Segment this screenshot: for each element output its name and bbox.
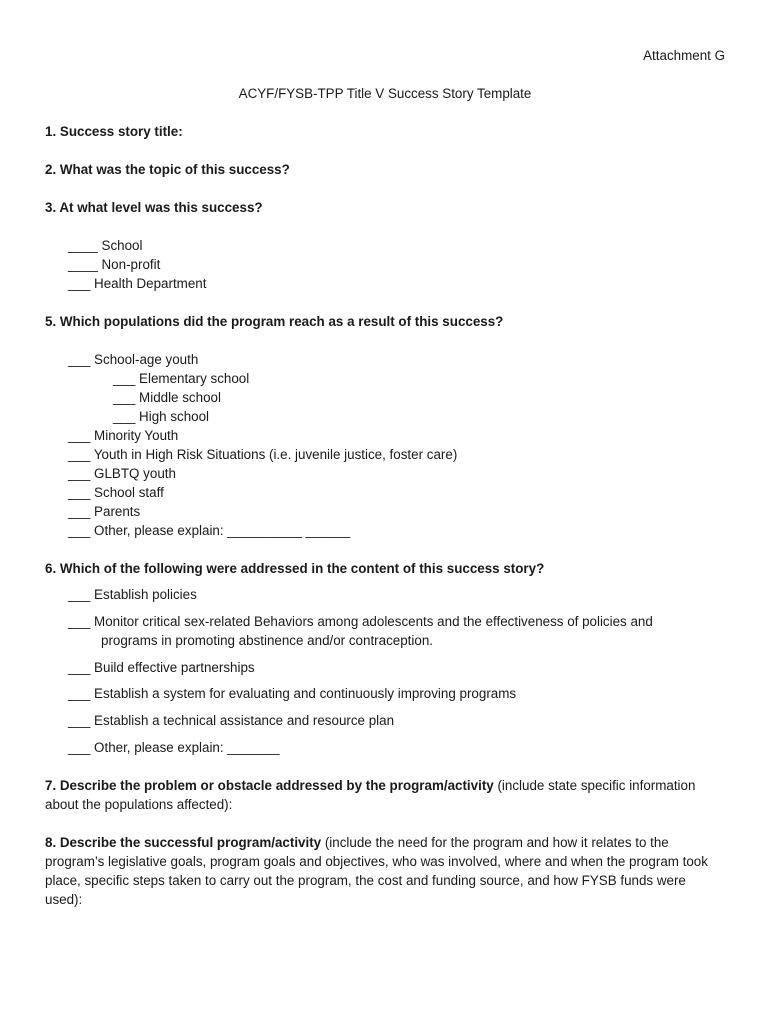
attachment-label: Attachment G (643, 48, 725, 63)
q5-option-parents: ___ Parents (68, 504, 141, 519)
q5-option-school-age: ___ School-age youth (68, 352, 199, 367)
question-7-heading: 7. Describe the problem or obstacle addressed by the program/activity (45, 778, 494, 793)
q6-option-technical-assistance: ___ Establish a technical assistance and resource plan (68, 713, 395, 728)
q5-option-school-staff: ___ School staff (68, 485, 164, 500)
question-7-instructions: (include state specific information about the populations affected): (45, 778, 696, 812)
question-6: 6. Which of the following were addressed in the content of this success story? (45, 561, 545, 576)
question-8-heading: 8. Describe the successful program/activity (45, 835, 322, 850)
q3-option-nonprofit: ____ Non-profit (68, 257, 161, 272)
q5-option-minority: ___ Minority Youth (68, 428, 179, 443)
q5-option-high: ___ High school (113, 409, 210, 424)
q5-option-elementary: ___ Elementary school (113, 371, 250, 386)
q5-option-glbtq: ___ GLBTQ youth (68, 466, 176, 481)
q3-option-health-dept: ___ Health Department (68, 276, 207, 291)
question-7 (45, 776, 710, 814)
question-1: 1. Success story title: (45, 124, 183, 139)
q6-option-other: ___ Other, please explain: _______ (68, 740, 280, 755)
q5-option-high-risk: ___ Youth in High Risk Situations (i.e. juvenile justice, foster care) (68, 447, 458, 462)
question-3: 3. At what level was this success? (45, 200, 263, 215)
question-5: 5. Which populations did the program reach as a result of this success? (45, 314, 504, 329)
q6-option-monitor-continued: programs in promoting abstinence and/or contraception. (101, 633, 433, 648)
q5-option-other: ___ Other, please explain: __________ ______ (68, 523, 351, 538)
q6-option-monitor: ___ Monitor critical sex-related Behaviors among adolescents and the effectiveness of policies and (68, 614, 653, 629)
question-8 (45, 833, 710, 909)
q3-option-school: ____ School (68, 238, 143, 253)
question-2: 2. What was the topic of this success? (45, 162, 290, 177)
q6-option-evaluation: ___ Establish a system for evaluating and continuously improving programs (68, 686, 517, 701)
q5-option-middle: ___ Middle school (113, 390, 221, 405)
question-8-instructions: (include the need for the program and how it relates to the program’s legislative goals, program goals and objectives, who was involved, where and when the program took place, specific steps taken to carry out the program, the cost and funding source, and how FYSB funds were used): (45, 835, 708, 907)
q6-option-partnerships: ___ Build effective partnerships (68, 660, 255, 675)
document-title: ACYF/FYSB-TPP Title V Success Story Template (238, 86, 532, 101)
q6-option-policies: ___ Establish policies (68, 587, 197, 602)
